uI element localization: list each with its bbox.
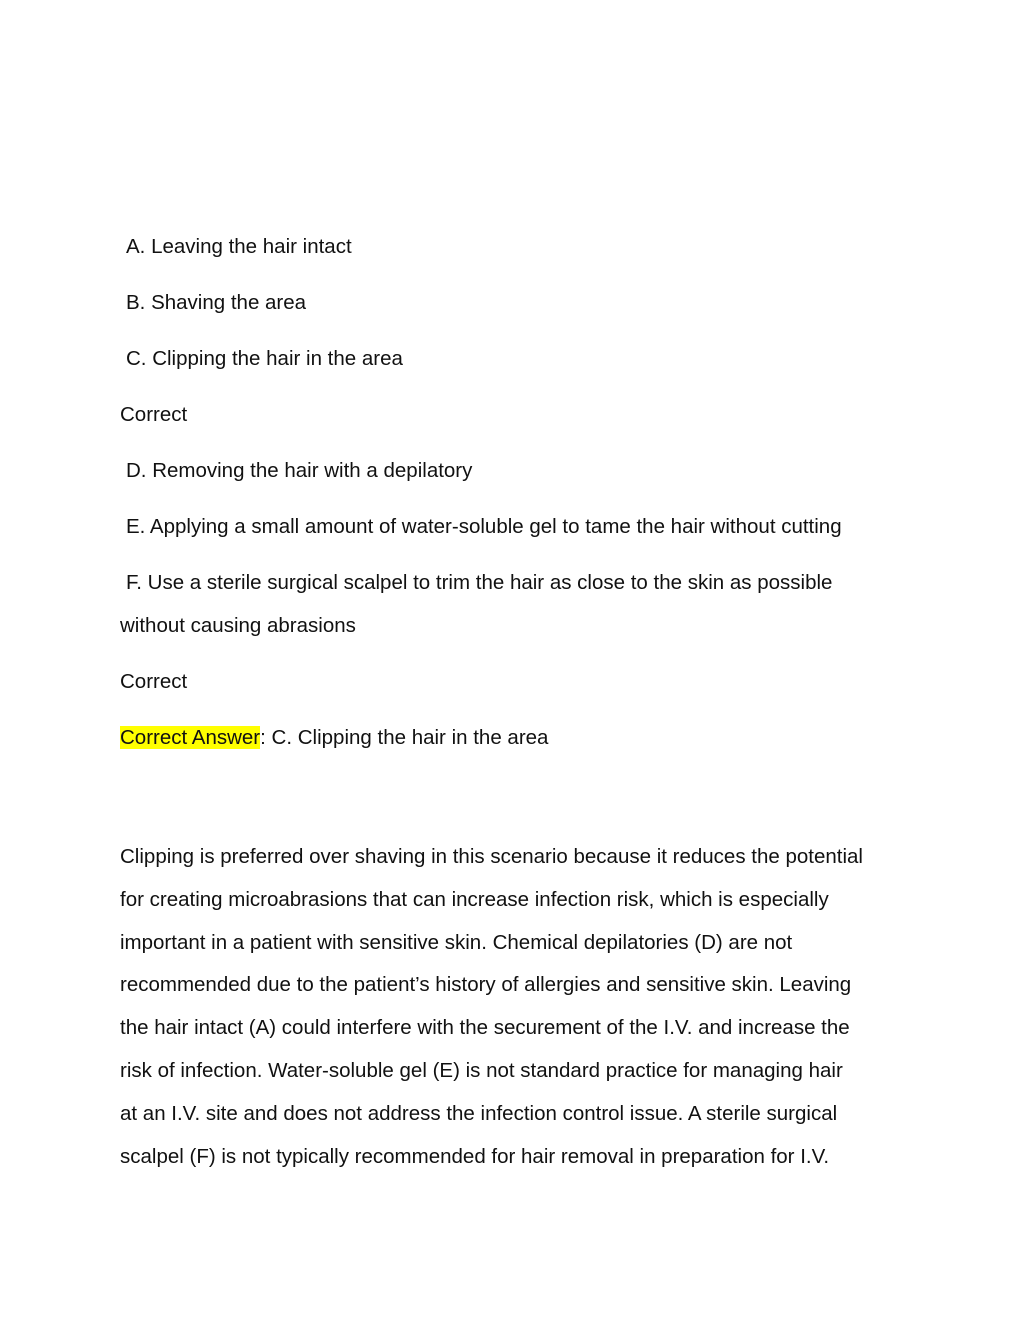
explanation-line: the hair intact (A) could interfere with the securement of the I.V. and increase the	[120, 1016, 850, 1040]
explanation-line: scalpel (F) is not typically recommended for hair removal in preparation for I.V.	[120, 1144, 830, 1168]
correct-marker: Correct	[120, 670, 188, 693]
explanation-line: important in a patient with sensitive skin. Chemical depilatories (D) are not	[120, 930, 793, 954]
explanation-paragraph	[120, 836, 910, 1178]
option-e: E. Applying a small amount of water-soluble gel to tame the hair without cutting	[126, 515, 842, 538]
option-f-line-1: F. Use a sterile surgical scalpel to trim the hair as close to the skin as possible	[126, 571, 833, 594]
explanation-line: risk of infection. Water-soluble gel (E) is not standard practice for managing hair	[120, 1058, 843, 1082]
option-d: D. Removing the hair with a depilatory	[126, 459, 473, 482]
correct-answer-label: Correct Answer	[120, 726, 261, 749]
explanation-line: at an I.V. site and does not address the infection control issue. A sterile surgical	[120, 1101, 838, 1125]
option-f-line-2: without causing abrasions	[120, 614, 356, 637]
explanation-line: Clipping is preferred over shaving in this scenario because it reduces the potential	[120, 845, 863, 868]
option-b: B. Shaving the area	[126, 291, 307, 314]
explanation-line: recommended due to the patient’s history of allergies and sensitive skin. Leaving	[120, 973, 852, 997]
explanation-line: for creating microabrasions that can increase infection risk, which is especially	[120, 887, 829, 911]
option-c: C. Clipping the hair in the area	[126, 347, 403, 370]
correct-answer	[120, 725, 548, 751]
correct-marker: Correct	[120, 403, 188, 426]
option-a: A. Leaving the hair intact	[126, 235, 352, 258]
correct-answer-text: : C. Clipping the hair in the area	[260, 726, 549, 749]
